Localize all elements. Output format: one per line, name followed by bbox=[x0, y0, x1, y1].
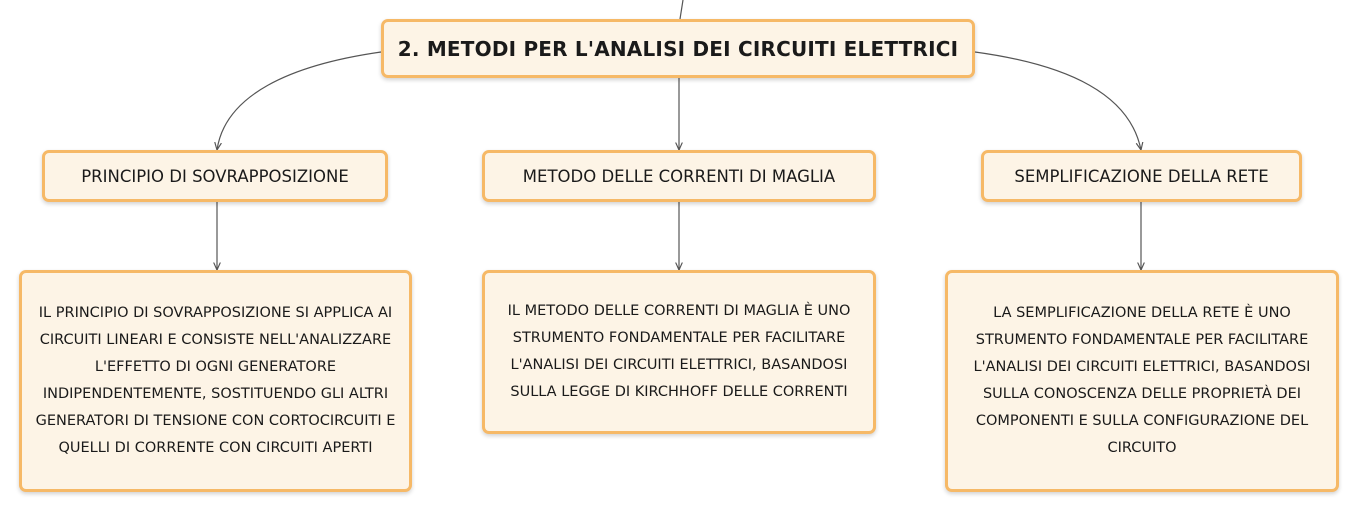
subtopic-text: IL PRINCIPIO DI SOVRAPPOSIZIONE SI APPLICA AI CIRCUITI LINEARI E CONSISTE NELL'ANALIZZARE L'EFFETTO DI OGNI GENERATORE INDIPENDENTEMENTE, SOSTITUENDO GLI ALTRI GENERATORI DI TENSIONE CON CORTOCIRCUITI E QUELLI DI CORRENTE CON CIRCUITI APERTI bbox=[35, 305, 396, 456]
topic-label: PRINCIPIO DI SOVRAPPOSIZIONE bbox=[81, 166, 349, 186]
subtopic-sovrapposizione-description[interactable] bbox=[19, 270, 412, 492]
topic-principio-di-sovrapposizione[interactable] bbox=[42, 150, 388, 202]
subtopic-correnti-di-maglia-description[interactable] bbox=[482, 270, 876, 434]
topic-semplificazione-della-rete[interactable] bbox=[981, 150, 1302, 202]
root-topic-title: 2. METODI PER L'ANALISI DEI CIRCUITI ELETTRICI bbox=[397, 36, 959, 61]
topic-label: METODO DELLE CORRENTI DI MAGLIA bbox=[522, 166, 836, 186]
incoming-connector bbox=[680, 0, 683, 19]
root-topic[interactable] bbox=[381, 19, 975, 78]
connector-root-to-branch-1 bbox=[217, 52, 381, 150]
topic-metodo-correnti-di-maglia[interactable] bbox=[482, 150, 876, 202]
subtopic-text: LA SEMPLIFICAZIONE DELLA RETE È UNO STRUMENTO FONDAMENTALE PER FACILITARE L'ANALISI DEI CIRCUITI ELETTRICI, BASANDOSI SULLA CONOSCENZA DELLE PROPRIETÀ DEI COMPONENTI E SULLA CONFIGURAZIONE DEL CIRCUITO bbox=[973, 305, 1311, 456]
connector-root-to-branch-3 bbox=[975, 52, 1141, 150]
topic-label: SEMPLIFICAZIONE DELLA RETE bbox=[1014, 166, 1269, 186]
subtopic-semplificazione-description[interactable] bbox=[945, 270, 1339, 492]
subtopic-text: IL METODO DELLE CORRENTI DI MAGLIA È UNO STRUMENTO FONDAMENTALE PER FACILITARE L'ANALISI DEI CIRCUITI ELETTRICI, BASANDOSI SULLA LEGGE DI KIRCHHOFF DELLE CORRENTI bbox=[507, 303, 851, 400]
